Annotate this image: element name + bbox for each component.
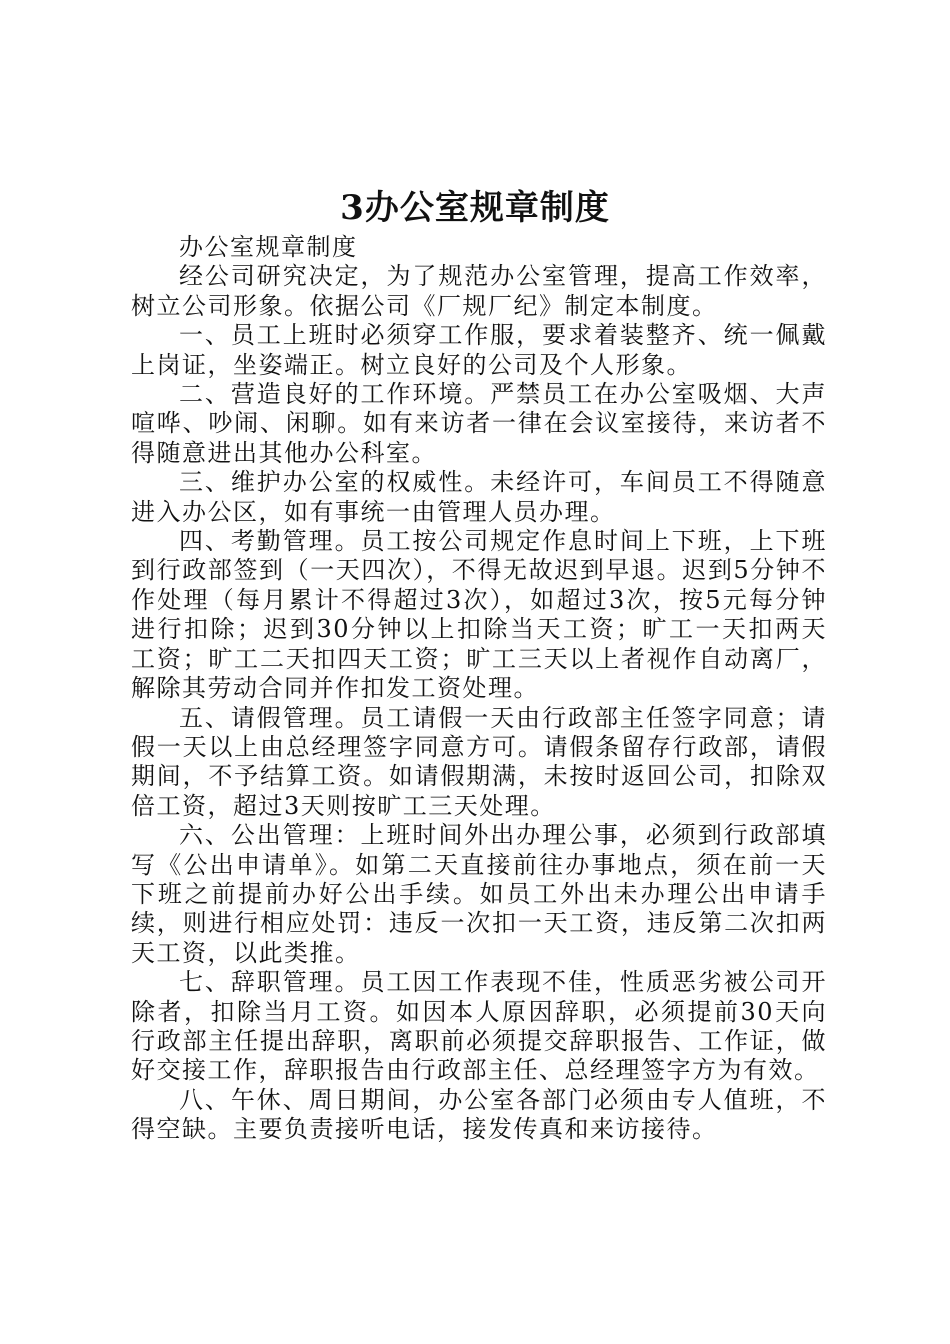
paragraph-heading: 办公室规章制度 bbox=[179, 233, 358, 261]
paragraph-rule-4: 四、考勤管理。员工按公司规定作息时间上下班，上下班到行政部签到（一天四次），不得无故迟到早退。迟到5分钟不作处理（每月累计不得超过3次），如超过3次，按5元每分钟进行扣除；迟到30分钟以上扣除当天工资；旷工一天扣两天工资；旷工二天扣四天工资；旷工三天以上者视作自动离厂，解除其劳动合同并作扣发工资处理。 bbox=[131, 527, 827, 703]
document-body bbox=[131, 233, 827, 1145]
paragraph-intro: 经公司研究决定，为了规范办公室管理，提高工作效率，树立公司形象。依据公司《厂规厂纪》制定本制度。 bbox=[131, 262, 827, 320]
paragraph-rule-2: 二、营造良好的工作环境。严禁员工在办公室吸烟、大声喧哗、吵闹、闲聊。如有来访者一律在会议室接待，来访者不得随意进出其他办公科室。 bbox=[131, 380, 827, 467]
paragraph-rule-5: 五、请假管理。员工请假一天由行政部主任签字同意；请假一天以上由总经理签字同意方可。请假条留存行政部，请假期间，不予结算工资。如请假期满，未按时返回公司，扣除双倍工资，超过3天则按旷工三天处理。 bbox=[131, 703, 827, 820]
paragraph-rule-3: 三、维护办公室的权威性。未经许可，车间员工不得随意进入办公区，如有事统一由管理人员办理。 bbox=[131, 468, 827, 526]
paragraph-rule-7: 七、辞职管理。员工因工作表现不佳，性质恶劣被公司开除者，扣除当月工资。如因本人原因辞职，必须提前30天向行政部主任提出辞职，离职前必须提交辞职报告、工作证，做好交接工作，辞职报告由行政部主任、总经理签字方为有效。 bbox=[131, 968, 827, 1085]
document-title: 3办公室规章制度 bbox=[340, 188, 610, 228]
paragraph-rule-6: 六、公出管理：上班时间外出办理公事，必须到行政部填写《公出申请单》。如第二天直接前往办事地点，须在前一天下班之前提前办好公出手续。如员工外出未办理公出申请手续，则进行相应处罚：违反一次扣一天工资，违反第二次扣两天工资，以此类推。 bbox=[131, 821, 827, 967]
paragraph-rule-1: 一、员工上班时必须穿工作服，要求着装整齐、统一佩戴上岗证，坐姿端正。树立良好的公司及个人形象。 bbox=[131, 321, 827, 379]
paragraph-rule-8: 八、午休、周日期间，办公室各部门必须由专人值班，不得空缺。主要负责接听电话，接发传真和来访接待。 bbox=[131, 1085, 827, 1144]
